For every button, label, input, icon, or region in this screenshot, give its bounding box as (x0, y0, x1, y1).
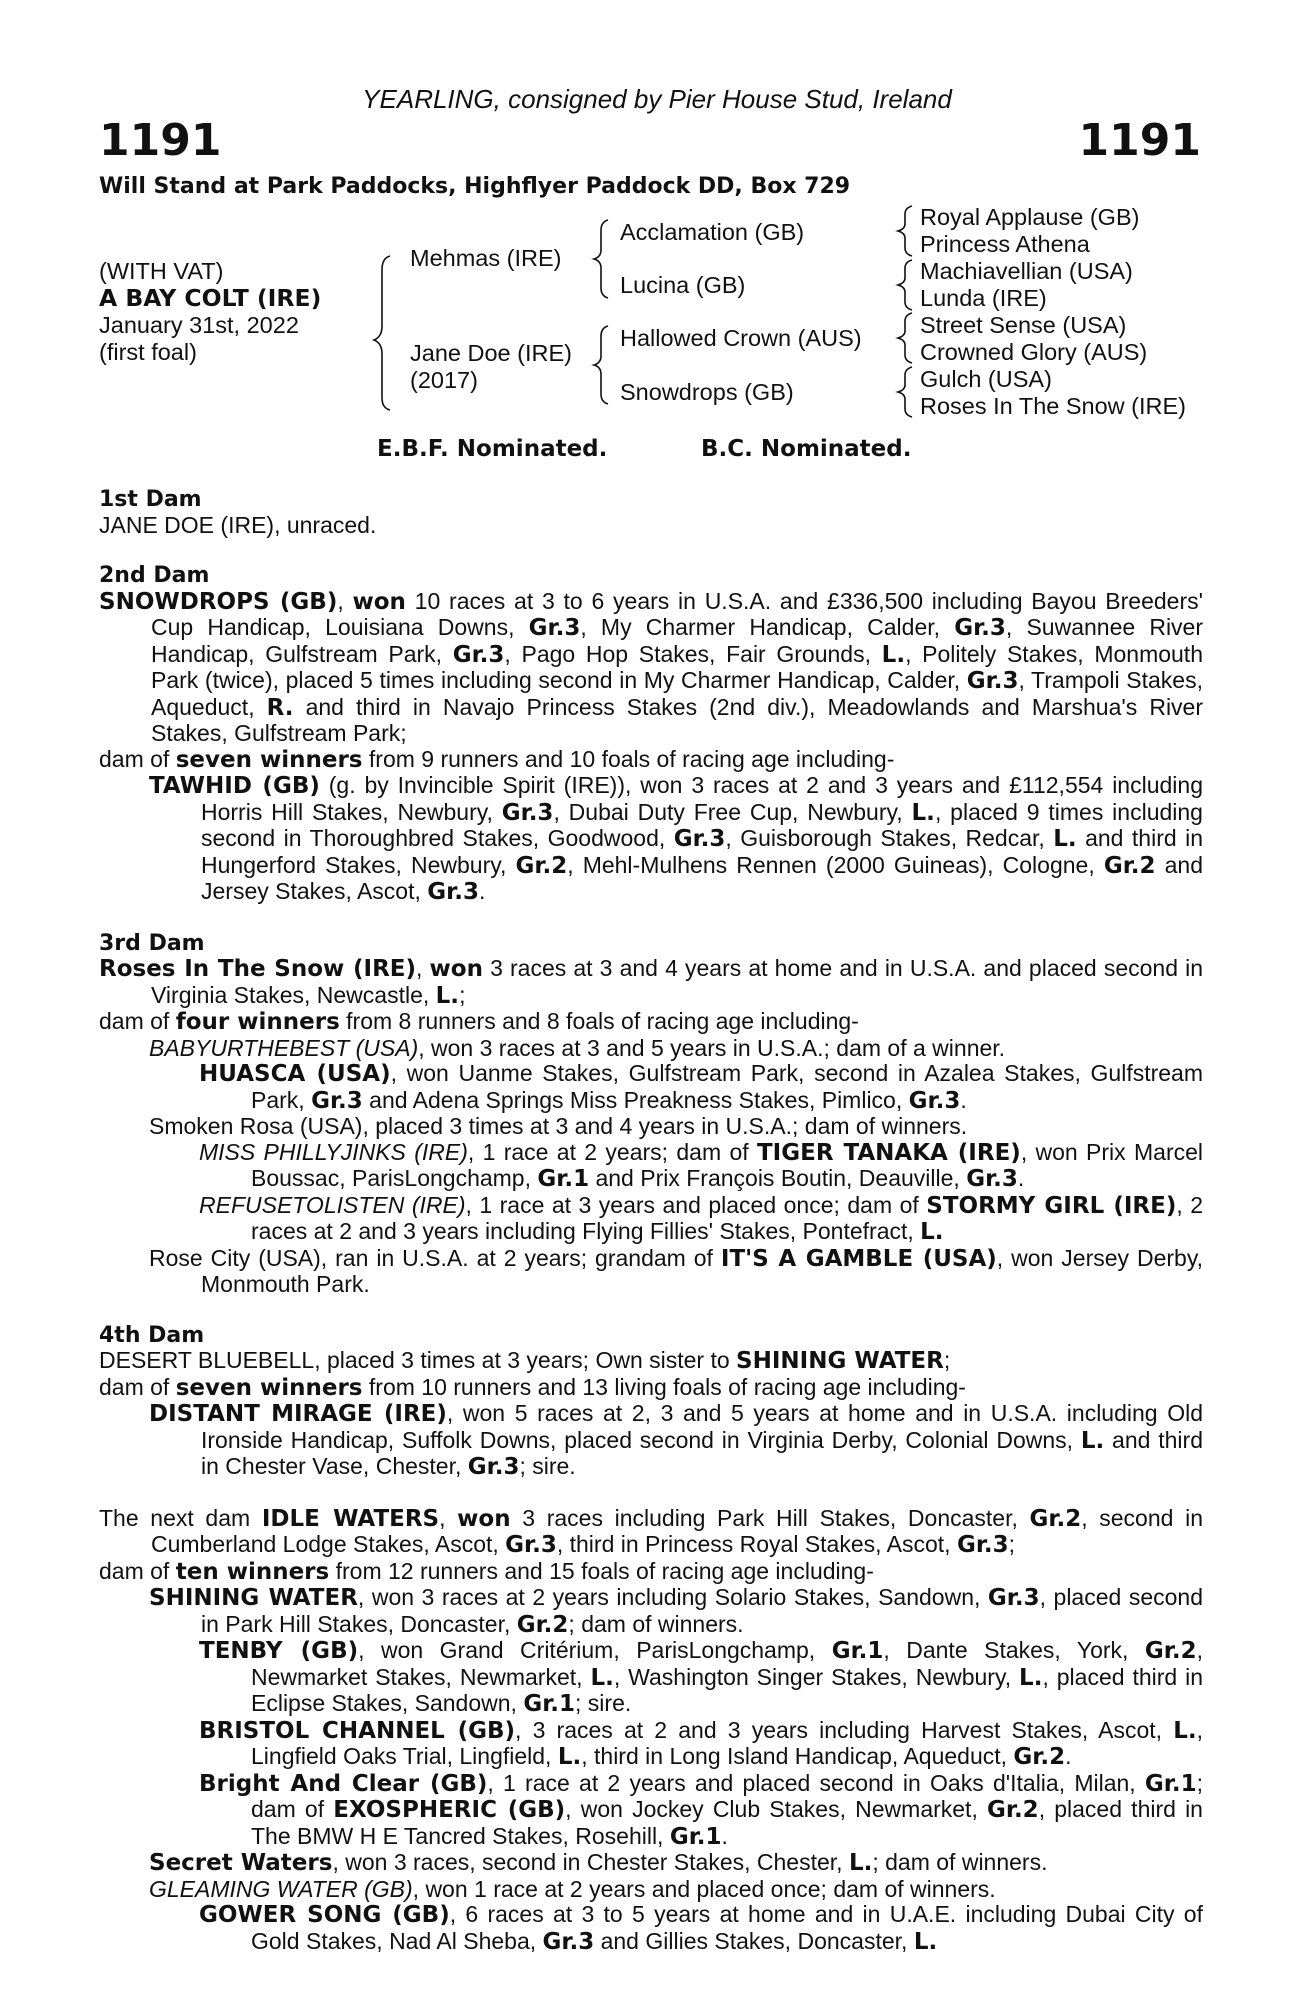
horse-note: (first foal) (99, 339, 197, 365)
smoken-rosa-record: Smoken Rosa (USA), placed 3 times at 3 and 4 years in U.S.A.; dam of winners. (149, 1113, 968, 1139)
ggp-6: Crowned Glory (AUS) (920, 339, 1148, 365)
fourth-dam-record: DESERT BLUEBELL, placed 3 times at 3 years; Own sister to SHINING WATER; (99, 1347, 951, 1374)
ggp-4: Lunda (IRE) (920, 285, 1047, 311)
ggp-3: Machiavellian (USA) (920, 258, 1133, 284)
gleaming-water-record: GLEAMING WATER (GB), won 1 race at 2 years and placed once; dam of winners. (149, 1875, 996, 1902)
lot-number-right: 1191 (1078, 115, 1201, 166)
tenby-record: TENBY (GB), won Grand Critérium, ParisLongchamp, Gr.1, Dante Stakes, York, Gr.2, Newmarket Stakes, Newmarket, L., Washington Singer Stakes, Newbury, L., placed third in Eclipse Stakes, Sandown, Gr.1; sire. (199, 1637, 1204, 1717)
tawhid-record: TAWHID (GB) (g. by Invincible Spirit (IRE)), won 3 races at 2 and 3 years and £112,554 including Horris Hill Stakes, Newbury, Gr.3, Dubai Duty Free Cup, Newbury, L., placed 9 times including second in Thoroughbred Stakes, Goodwood, Gr.3, Guisborough Stakes, Redcar, L. and third in Hungerford Stakes, Newbury, Gr.2, Mehl-Mulhens Rennen (2000 Guineas), Cologne, Gr.2 and Jersey Stakes, Ascot, Gr.3. (149, 772, 1204, 905)
gower-song-record: GOWER SONG (GB), 6 races at 3 to 5 years at home and in U.A.E. including Dubai City of Gold Stakes, Nad Al Sheba, Gr.3 and Gillies Stakes, Doncaster, L. (199, 1901, 1203, 1955)
sire-sire: Acclamation (GB) (620, 219, 805, 245)
dam: Jane Doe (IRE) (410, 340, 572, 366)
lot-number-left: 1191 (99, 115, 222, 166)
refusetolisten-record: REFUSETOLISTEN (IRE), 1 race at 3 years and placed once; dam of STORMY GIRL (IRE), 2 races at 2 and 3 years including Flying Fillies' Stakes, Pontefract, L. (199, 1191, 1203, 1245)
ggp-1: Royal Applause (GB) (920, 204, 1140, 230)
second-dam-record: SNOWDROPS (GB), won 10 races at 3 to 6 years in U.S.A. and £336,500 including Bayou Breeders' Cup Handicap, Louisiana Downs, Gr.3, My Charmer Handicap, Calder, Gr.3, Suwannee River Handicap, Gulfstream Park, Gr.3, Pago Hop Stakes, Fair Grounds, L., Politely Stakes, Monmouth Park (twice), placed 5 times including second in My Charmer Handicap, Calder, Gr.3, Trampoli Stakes, Aqueduct, R. and third in Navajo Princess Stakes (2nd div.), Meadowlands and Marshua's River Stakes, Gulfstream Park; (99, 587, 1204, 746)
ggp-7: Gulch (USA) (920, 366, 1052, 392)
stand-location: Will Stand at Park Paddocks, Highflyer Paddock DD, Box 729 (99, 174, 851, 199)
next-dam-produce: dam of ten winners from 12 runners and 15 foals of racing age including- (99, 1557, 874, 1585)
bright-and-clear-record: Bright And Clear (GB), 1 race at 2 years and placed second in Oaks d'Italia, Milan, Gr.1; dam of EXOSPHERIC (GB), won Jockey Club Stakes, Newmarket, Gr.2, placed third in The BMW H E Tancred Stakes, Rosehill, Gr.1. (199, 1769, 1203, 1850)
rose-city-record: Rose City (USA), ran in U.S.A. at 2 years; grandam of IT'S A GAMBLE (USA), won Jersey Derby, Monmouth Park. (149, 1244, 1204, 1297)
catalogue-body (99, 487, 1203, 1955)
fourth-dam-produce: dam of seven winners from 10 runners and 13 living foals of racing age including- (99, 1373, 966, 1401)
shining-water-record: SHINING WATER, won 3 races at 2 years including Solario Stakes, Sandown, Gr.3, placed second in Park Hill Stakes, Doncaster, Gr.2; dam of winners. (149, 1584, 1203, 1638)
horse-name: A BAY COLT (IRE) (99, 284, 322, 312)
secret-waters-record: Secret Waters, won 3 races, second in Chester Stakes, Chester, L.; dam of winners. (149, 1849, 1048, 1876)
bristol-channel-record: BRISTOL CHANNEL (GB), 3 races at 2 and 3 years including Harvest Stakes, Ascot, L., Lingfield Oaks Trial, Lingfield, L., third in Long Island Handicap, Aqueduct, Gr.2. (199, 1716, 1203, 1770)
first-dam-text: JANE DOE (IRE), unraced. (99, 511, 377, 538)
sire: Mehmas (IRE) (410, 245, 562, 271)
vat-note: (WITH VAT) (99, 258, 224, 284)
fourth-dam-heading: 4th Dam (99, 1322, 205, 1348)
sire-dam: Lucina (GB) (620, 272, 746, 298)
miss-phillyjinks-record: MISS PHILLYJINKS (IRE), 1 race at 2 years; dam of TIGER TANAKA (IRE), won Prix Marcel Boussac, ParisLongchamp, Gr.1 and Prix François Boutin, Deauville, Gr.3. (199, 1138, 1204, 1192)
second-dam-heading: 2nd Dam (99, 563, 210, 588)
third-dam-record: Roses In The Snow (IRE), won 3 races at 3 and 4 years at home and in U.S.A. and placed second in Virginia Stakes, Newcastle, L.; (99, 955, 1204, 1009)
huasca-record: HUASCA (USA), won Uanme Stakes, Gulfstream Park, second in Azalea Stakes, Gulfstream Park, Gr.3 and Adena Springs Miss Preakness Stakes, Pimlico, Gr.3. (199, 1060, 1203, 1114)
third-dam-produce: dam of four winners from 8 runners and 8 foals of racing age including- (99, 1008, 859, 1035)
dam-sire: Hallowed Crown (AUS) (620, 325, 862, 351)
horse-dob: January 31st, 2022 (99, 312, 299, 338)
dam-year: (2017) (410, 367, 478, 393)
distant-mirage-record: DISTANT MIRAGE (IRE), won 5 races at 2, 3 and 5 years at home and in U.S.A. including Old Ironside Handicap, Suffolk Downs, placed second in Virginia Derby, Colonial Downs, L. and third in Chester Vase, Chester, Gr.3; sire. (149, 1400, 1203, 1480)
second-dam-produce: dam of seven winners from 9 runners and 10 foals of racing age including- (99, 745, 895, 773)
third-dam-heading: 3rd Dam (99, 930, 205, 956)
ggp-2: Princess Athena (920, 231, 1090, 257)
ggp-8: Roses In The Snow (IRE) (920, 393, 1187, 419)
next-dam-record: The next dam IDLE WATERS, won 3 races including Park Hill Stakes, Doncaster, Gr.2, second in Cumberland Lodge Stakes, Ascot, Gr.3, third in Princess Royal Stakes, Ascot, Gr.3; (99, 1504, 1203, 1558)
first-dam-heading: 1st Dam (99, 487, 202, 512)
bc-nominated: B.C. Nominated. (701, 436, 912, 462)
ebf-nominated: E.B.F. Nominated. (377, 436, 608, 462)
babyurthebest-record: BABYURTHEBEST (USA), won 3 races at 3 and 5 years in U.S.A.; dam of a winner. (149, 1034, 1006, 1061)
consignment-line: YEARLING, consigned by Pier House Stud, Ireland (362, 84, 952, 114)
ggp-5: Street Sense (USA) (920, 312, 1127, 338)
dam-dam: Snowdrops (GB) (620, 379, 794, 405)
